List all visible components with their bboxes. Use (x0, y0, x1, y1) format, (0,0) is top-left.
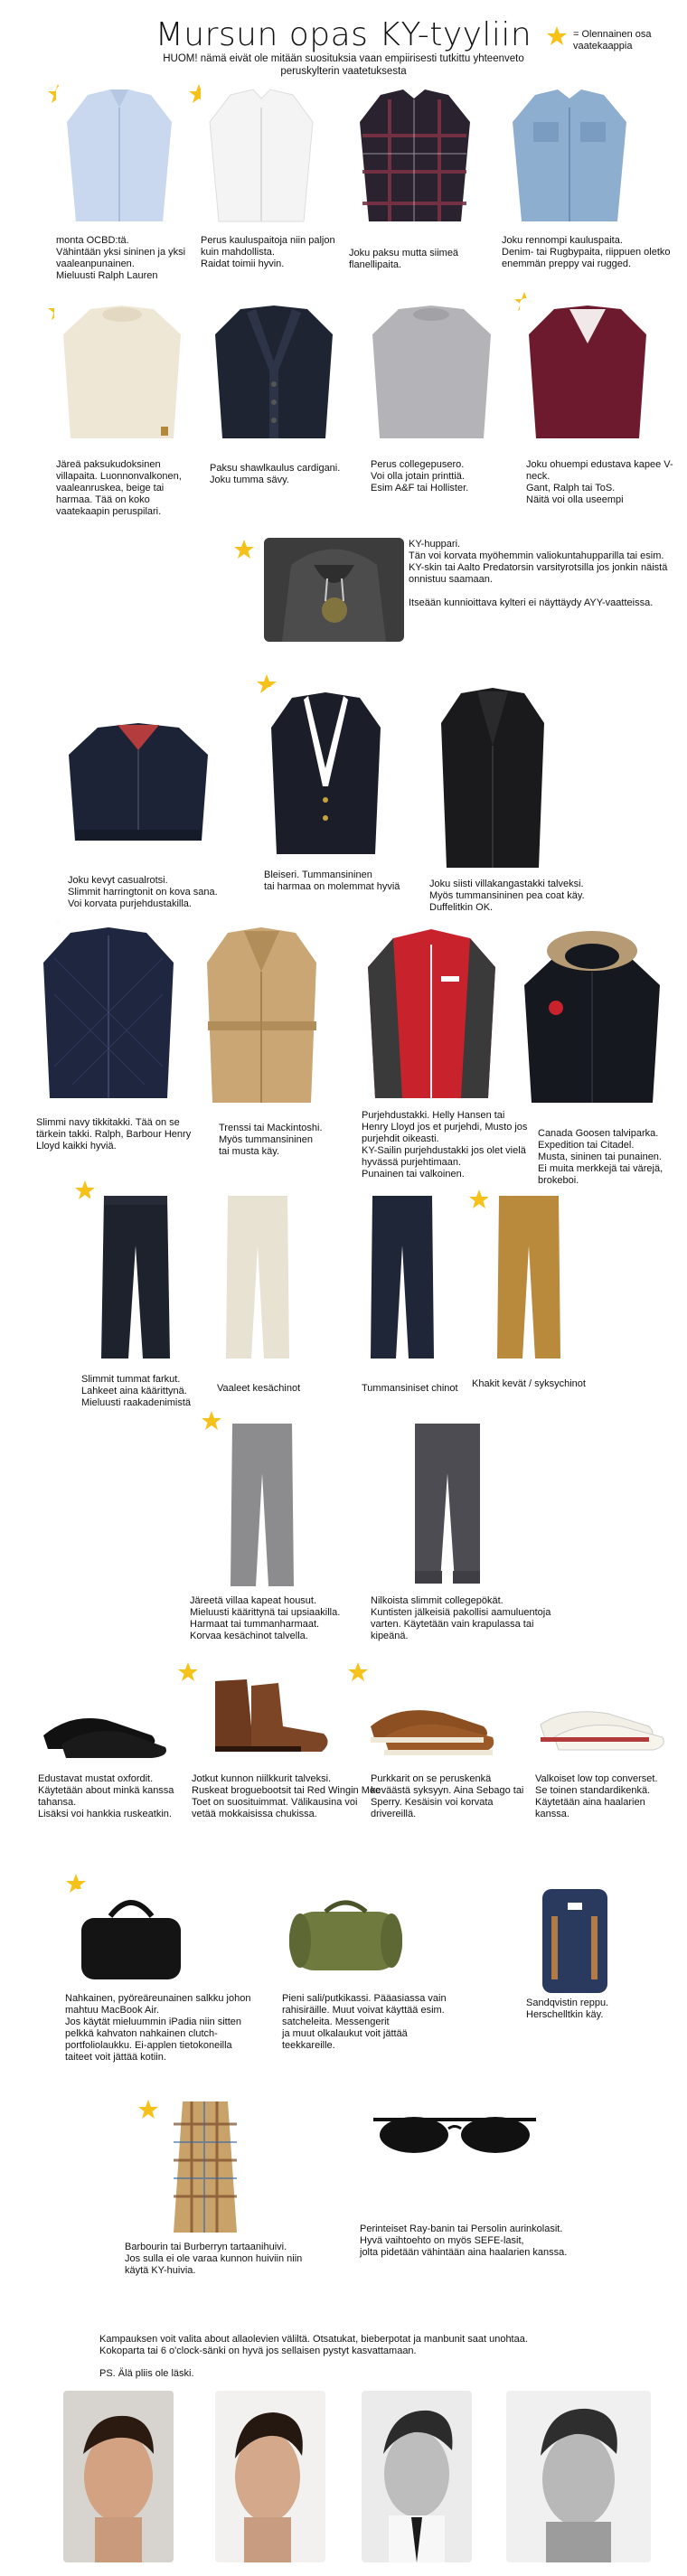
parka-image (515, 922, 669, 1107)
flannel-shirt-image (349, 86, 480, 229)
caption-sunglasses: Perinteiset Ray-banin tai Persolin aurinkolasit. Hyvä vaihtoehto on myös SEFE-lasit, jolta pidetään vähintään aina haalarien kanssa. (360, 2223, 568, 2258)
joggers-image (402, 1419, 493, 1591)
star-icon (233, 539, 255, 560)
grey-wool-trousers-image (221, 1419, 303, 1591)
caption-flannel: Joku paksu mutta siimeä flanellipaita. (349, 248, 459, 270)
caption-light-chinos: Vaaleet kesächinot (217, 1383, 301, 1394)
caption-converse: Valkoiset low top converset. Se toinen standardikenkä. Käytetään aina haalarien kanssa. (535, 1773, 658, 1819)
ocbd-shirt-image (56, 86, 183, 229)
caption-casual-jacket: Joku kevyt casualrotsi. Slimmit harringtonit on kova sana. Voi korvata purjehdustakilla. (68, 875, 218, 909)
hairstyle-photo-4 (506, 2391, 651, 2562)
sunglasses-image (369, 2106, 541, 2160)
navy-chinos-image (362, 1191, 443, 1363)
gym-bag-image (280, 1885, 411, 1979)
legend-label: = Olennainen osa vaatekaappia (573, 29, 652, 52)
caption-hoodie: KY-huppari. Tän voi korvata myöhemmin valiokuntahupparilla tai esim. KY-skin tai Aalto Predatorsin varsityrotsilla jos jonkin näistä onnistuu saamaan. Itseään kunnioittava kylteri ei näyttäydy AYY-vaatteissa. (409, 539, 668, 608)
caption-trench: Trenssi tai Mackintoshi. Myös tummansininen tai musta käy. (219, 1123, 323, 1157)
ps-text: PS. Älä pliis ole läski. (99, 2368, 194, 2379)
caption-denim: Joku rennompi kauluspaita. Denim- tai Rugbypaita, riippuen oletko enemmän preppy vai rugged. (502, 235, 671, 269)
caption-quilted: Slimmi navy tikkitakki. Tää on se tärkein takki. Ralph, Barbour Henry Lloyd kaikki hyviä. (36, 1117, 192, 1152)
caption-wool-sweater: Järeä paksukudoksinen villapaita. Luonnonvalkonen, vaaleanruskea, beige tai harmaa. Tää on koko vaatekaapin peruspilari. (56, 459, 182, 517)
caption-backpack: Sandqvistin reppu. Herschelltkin käy. (526, 1998, 609, 2020)
oxford-shoes-image (34, 1686, 170, 1767)
sailing-jacket-image (362, 922, 502, 1107)
star-icon (347, 1661, 369, 1683)
brogue-boots-image (197, 1663, 333, 1767)
caption-scarf: Barbourin tai Burberryn tartaanihuivi. Jos sulla ei ole varaa kunnon huiviin niin käytä KY-huivia. (125, 2242, 303, 2276)
light-chinos-image (217, 1191, 298, 1363)
page-title: Mursun opas KY-tyyliin (155, 16, 532, 53)
star-icon (177, 1661, 199, 1683)
caption-khaki: Khakit kevät / syksychinot (472, 1378, 586, 1389)
vneck-sweater-image (520, 298, 655, 447)
converse-image (532, 1681, 667, 1767)
star-icon (468, 1189, 490, 1210)
tartan-scarf-image (165, 2097, 246, 2237)
white-shirt-image (201, 86, 323, 229)
caption-boat-shoes: Purkkarit on se peruskenkä keväästä syksyyn. Aina Sebago tai Sperry. Kesäisin voi korvata drivereillä. (371, 1773, 524, 1819)
caption-coat: Joku siisti villakangastakki talveksi. Myös tummansininen pea coat käy. Duffelitkin OK. (429, 879, 585, 913)
caption-blazer: Bleiseri. Tummansininen tai harmaa on molemmat hyviä (264, 870, 400, 892)
wool-sweater-image (54, 298, 190, 447)
wool-coat-image (434, 682, 551, 872)
dark-jeans-image (90, 1191, 181, 1363)
footer-text: Kampauksen voit valita about allaolevien väliltä. Otsatukat, bieberpotat ja manbunit saat unohtaa. Kokoparta tai 6 o'clock-sänki on hyvä jos sellaisen pystyt kasvattamaan. (99, 2334, 528, 2356)
caption-college: Perus collegepusero. Voi olla jotain printtiä. Esim A&F tai Hollister. (371, 459, 469, 494)
cardigan-image (206, 298, 342, 447)
caption-grey-trousers: Järeetä villaa kapeat housut. Mieluusti käärittynä tai upsiaakilla. Harmaat tai tummanharmaat. Korvaa kesächinot talvella. (190, 1595, 341, 1641)
page-subtitle: HUOM! nämä eivät ole mitään suosituksia vaan empiirisesti tutkittu yhteenveto peruskylterin vaatetuksesta (163, 53, 524, 77)
caption-dark-jeans: Slimmit tummat farkut. Lahkeet aina käärittynä. Mieluusti raakadenimistä (81, 1374, 192, 1408)
backpack-image (532, 1880, 617, 1998)
star-icon (546, 25, 568, 47)
hairstyle-photo-2 (215, 2391, 325, 2562)
trench-coat-image (201, 922, 323, 1107)
hairstyle-photo-3 (362, 2391, 472, 2562)
khaki-chinos-image (488, 1191, 569, 1363)
college-sweatshirt-image (366, 298, 497, 447)
star-icon (137, 2099, 159, 2120)
caption-parka: Canada Goosen talviparka. Expedition tai Citadel. Musta, sininen tai punainen. Ei muita merkkejä tai värejä, brokeboi. (538, 1128, 663, 1186)
star-icon (201, 1410, 222, 1432)
denim-shirt-image (502, 86, 637, 229)
caption-boots: Jotkut kunnon niilkkurit talveksi. Ruskeat broguebootsit tai Red Wingin Moc Toet on suosituimmat. Välikausina voi vetää mokkaisissa chukissa. (192, 1773, 381, 1819)
boat-shoes-image (362, 1681, 497, 1767)
blazer-image (265, 687, 387, 859)
caption-oxfords: Edustavat mustat oxfordit. Käytetään about minkä kanssa tahansa. Lisäksi voi hankkia ruskeatkin. (38, 1773, 174, 1819)
leather-bag-image (72, 1889, 190, 1984)
casual-jacket-image (61, 714, 215, 850)
caption-white-shirt: Perus kauluspaitoja niin paljon kuin mahdollista. Raidat toimii hyvin. (201, 235, 335, 269)
caption-cardigan: Paksu shawlkaulus cardigani. Joku tumma sävy. (210, 463, 341, 485)
caption-sailing: Purjehdustakki. Helly Hansen tai Henry Lloyd jos et purjehdi, Musto jos purjehdit oikeasti. KY-Sailin purjehdustakki jos olet vielä hyvässä purjehtimaan. Punainen tai valkoinen. (362, 1110, 528, 1180)
caption-vneck: Joku ohuempi edustava kapee V-neck. Gant, Ralph tai ToS. Näitä voi olla useempi (526, 459, 673, 505)
quilted-jacket-image (36, 922, 181, 1107)
hairstyle-photo-1 (63, 2391, 174, 2562)
caption-navy-chinos: Tummansiniset chinot (362, 1383, 458, 1394)
caption-bag: Nahkainen, pyöreäreunainen salkku johon mahtuu MacBook Air. Jos käytät mieluummin iPadia niin sitten pelkkä kahvaton nahkainen clutch-portfoliolaukku. Ei-applen tietokoneilla taiteet voit jättää kotiin. (65, 1993, 251, 2063)
caption-gym-bag: Pieni sali/putkikassi. Pääasiassa vain rahisiräille. Muut voivat käyttää esim. satcheleita. Messengerit ja muut olkalaukut voit jättää teekkareille. (282, 1993, 447, 2051)
caption-ocbd: monta OCBD:tä. Vähintään yksi sininen ja yksi vaaleanpunainen. Mieluusti Ralph Lauren (56, 235, 186, 281)
caption-joggers: Nilkoista slimmit collegepökät. Kuntisten jälkeisiä pakollisi aamuluentoja varten. Käytetään vain krapulassa tai kipeänä. (371, 1595, 551, 1641)
ky-hoodie-image (264, 538, 404, 642)
